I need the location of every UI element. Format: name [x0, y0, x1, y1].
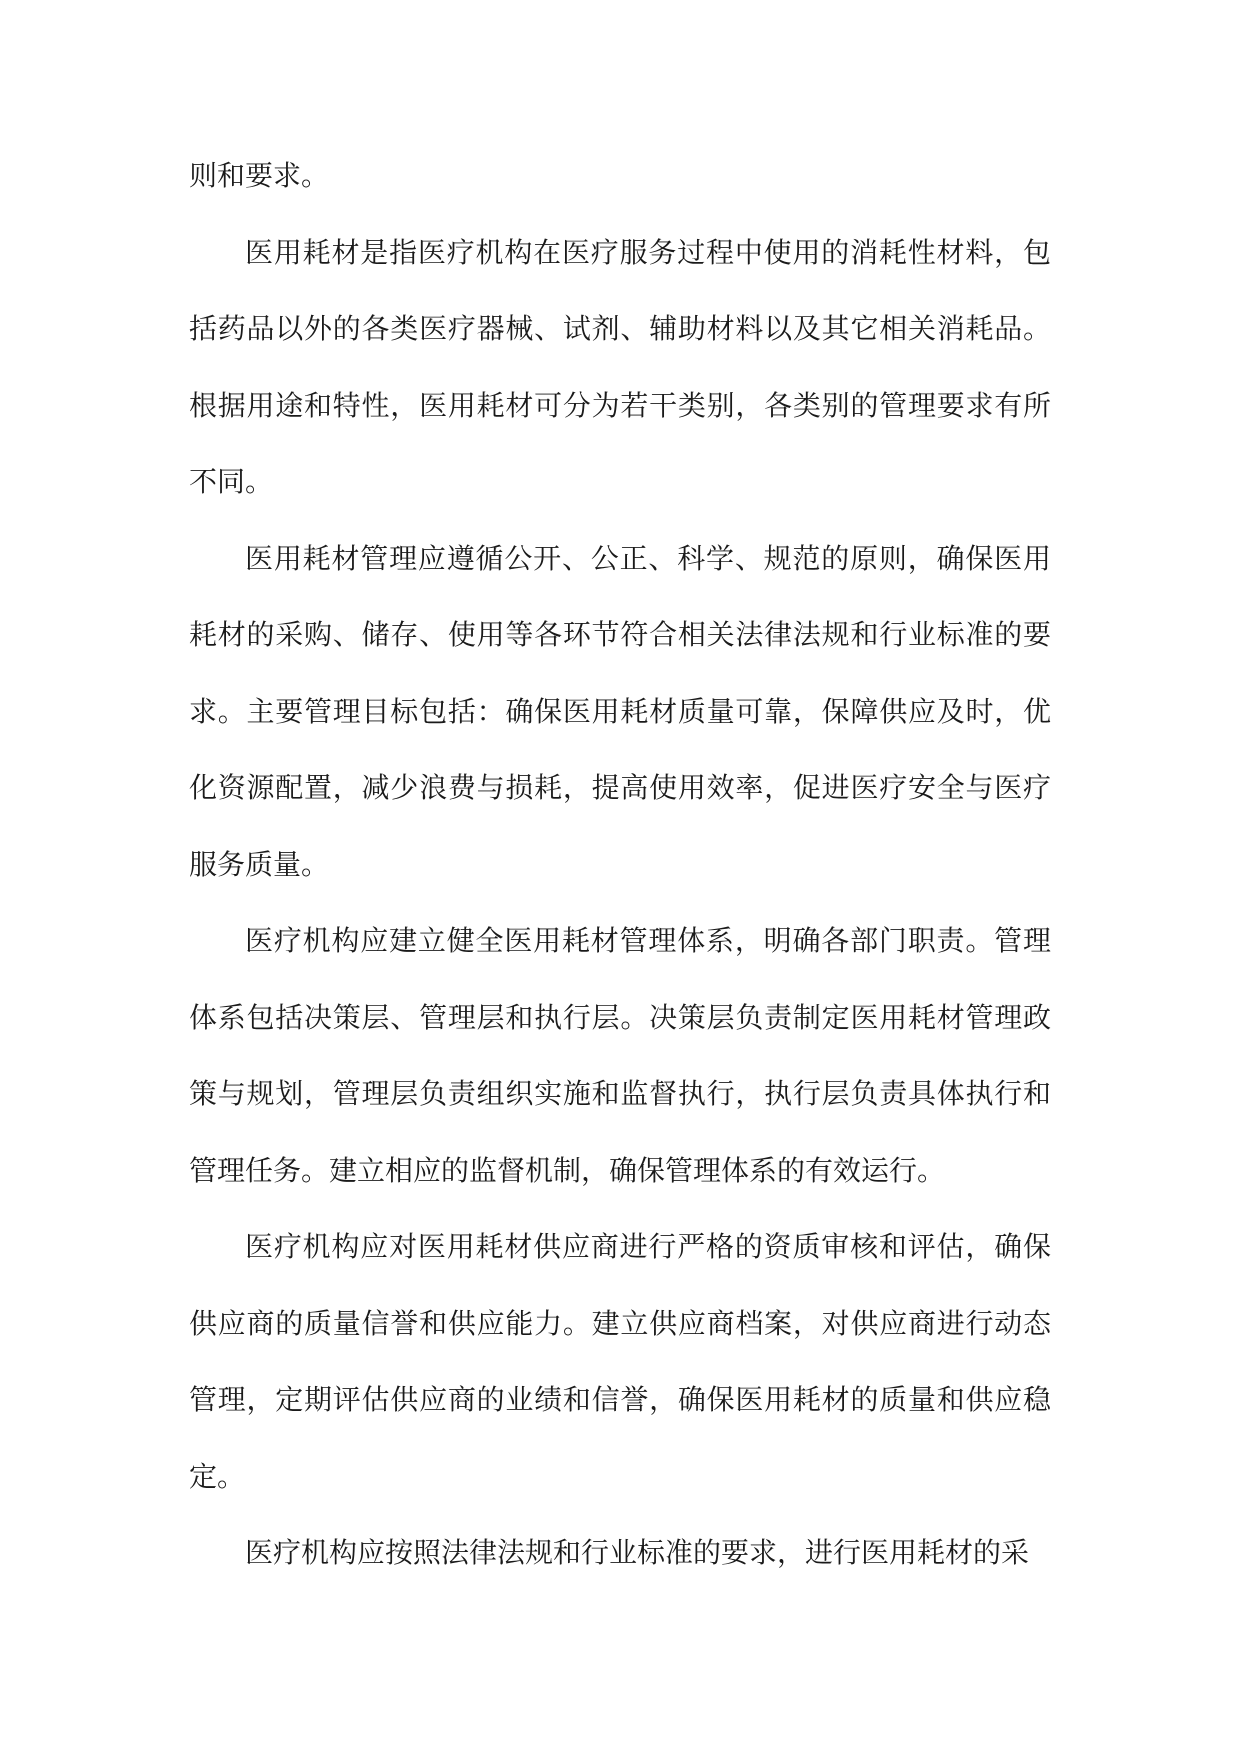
- paragraph-definition: 医用耗材是指医疗机构在医疗服务过程中使用的消耗性材料，包括药品以外的各类医疗器械、试剂、辅助材料以及其它相关消耗品。根据用途和特性，医用耗材可分为若干类别，各类别的管理要求有所不同。: [189, 235, 1051, 498]
- paragraph-procurement: 医疗机构应按照法律法规和行业标准的要求，进行医用耗材的采: [245, 1536, 1030, 1569]
- paragraph-principles: 医用耗材管理应遵循公开、公正、科学、规范的原则，确保医用耗材的采购、储存、使用等各环节符合相关法律法规和行业标准的要求。主要管理目标包括：确保医用耗材质量可靠，保障供应及时，优化资源配置，减少浪费与损耗，提高使用效率，促进医疗安全与医疗服务质量。: [189, 541, 1051, 881]
- paragraph-management-system: 医疗机构应建立健全医用耗材管理体系，明确各部门职责。管理体系包括决策层、管理层和执行层。决策层负责制定医用耗材管理政策与规划，管理层负责组织实施和监督执行，执行层负责具体执行和管理任务。建立相应的监督机制，确保管理体系的有效运行。: [189, 924, 1051, 1187]
- paragraph-continuation: 则和要求。: [189, 159, 330, 192]
- paragraph-supplier-review: 医疗机构应对医用耗材供应商进行严格的资质审核和评估，确保供应商的质量信誉和供应能力。建立供应商档案，对供应商进行动态管理，定期评估供应商的业绩和信誉，确保医用耗材的质量和供应稳定。: [189, 1230, 1051, 1493]
- document-body: [189, 138, 1051, 1592]
